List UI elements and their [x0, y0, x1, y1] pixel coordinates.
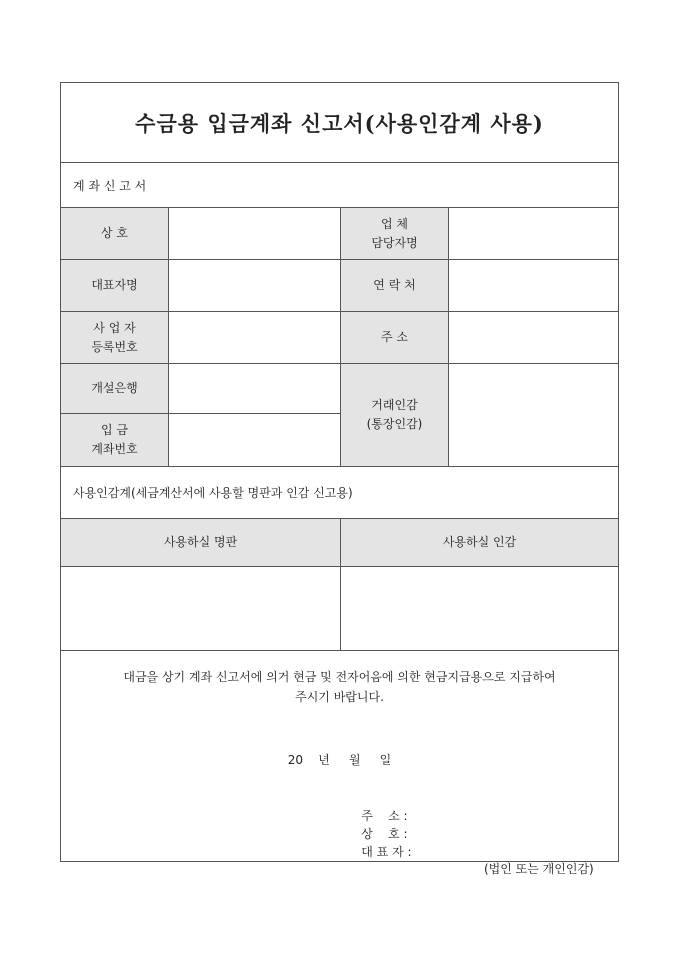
seal-usage-label: 사용하실 인감: [341, 519, 618, 567]
company-name-label: 상 호: [61, 208, 169, 260]
form-title: 수금용 입금계좌 신고서(사용인감계 사용): [61, 83, 618, 163]
account-section-heading: 계 좌 신 고 서: [61, 163, 618, 208]
signature-rep-label: 대 표 자 :: [361, 845, 412, 859]
biz-reg-no-field[interactable]: [169, 312, 341, 364]
biz-reg-no-label: 사 업 자 등록번호: [61, 312, 169, 364]
bank-field[interactable]: [169, 364, 341, 414]
seal-section-heading: 사용인감계(세금계산서에 사용할 명판과 인감 신고용): [61, 467, 618, 519]
seal-usage-box[interactable]: [341, 567, 618, 651]
company-name-field[interactable]: [169, 208, 341, 260]
signature-rep: [346, 829, 594, 888]
seal-note: (법인 또는 개인인감): [484, 862, 594, 876]
seal-field[interactable]: [449, 364, 618, 467]
nameplate-box[interactable]: [61, 567, 341, 651]
signature-company-label: 상 호 :: [361, 827, 408, 841]
account-report-form: [60, 82, 619, 876]
contact-person-label: 업 체 담당자명: [341, 208, 449, 260]
closing-statement: 대금을 상기 계좌 신고서에 의거 현금 및 전자어음에 의한 현금지급용으로 지급하여 주시기 바랍니다.: [123, 670, 556, 704]
bank-label: 개설은행: [61, 364, 169, 414]
date-line: 20 년 월 일: [287, 753, 392, 767]
address-label: 주 소: [341, 312, 449, 364]
account-no-label: 입 금 계좌번호: [61, 414, 169, 467]
account-no-field[interactable]: [169, 414, 341, 467]
seal-label: 거래인감 (통장인감): [341, 364, 449, 467]
address-field[interactable]: [449, 312, 618, 364]
representative-label: 대표자명: [61, 260, 169, 312]
representative-field[interactable]: [169, 260, 341, 312]
phone-field[interactable]: [449, 260, 618, 312]
signature-address-label: 주 소 :: [361, 809, 408, 823]
contact-person-field[interactable]: [449, 208, 618, 260]
phone-label: 연 락 처: [341, 260, 449, 312]
nameplate-label: 사용하실 명판: [61, 519, 341, 567]
